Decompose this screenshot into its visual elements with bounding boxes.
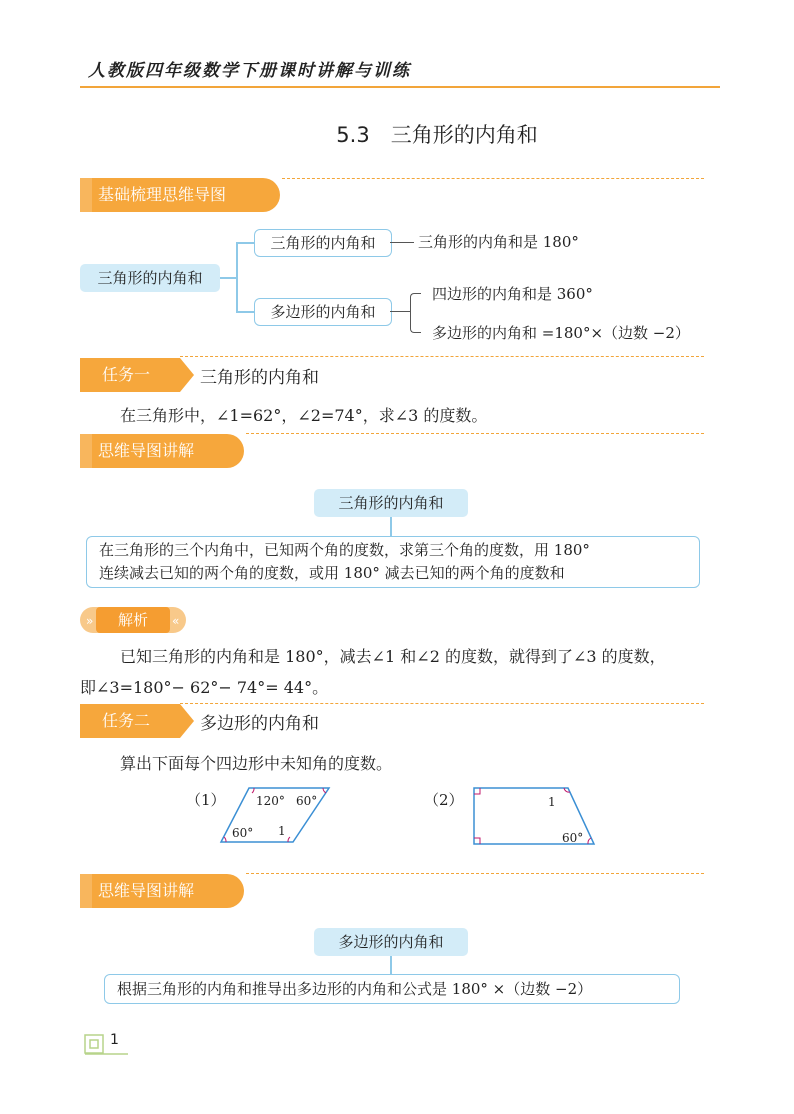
connector	[390, 311, 410, 312]
task-question: 在三角形中，∠1=62°，∠2=74°，求∠3 的度数。	[120, 406, 488, 425]
angle-label: 60°	[296, 794, 318, 808]
page-number: 1	[110, 1032, 119, 1048]
angle-label: 60°	[232, 826, 254, 840]
mindmap-branch-triangle: 三角形的内角和	[254, 229, 392, 257]
page-number-decoration	[84, 1034, 130, 1056]
parallelogram-figure	[216, 782, 336, 848]
angle-label: 120°	[256, 794, 285, 808]
connector	[390, 956, 392, 974]
connector	[390, 517, 392, 537]
analysis-line: 即∠3=180°− 62°− 74°= 44°。	[80, 678, 329, 697]
lesson-title: 5.3 三角形的内角和	[336, 123, 538, 147]
angle-label: 1	[548, 795, 556, 809]
section-tab-explain: 思维导图讲解	[80, 874, 244, 908]
mindmap-root: 三角形的内角和	[80, 264, 220, 292]
task-tab-1: 任务一	[80, 358, 180, 392]
bracket	[410, 293, 421, 333]
section-tab-explain: 思维导图讲解	[80, 434, 244, 468]
task-title: 多边形的内角和	[200, 714, 319, 734]
explanation-line: 在三角形的三个内角中，已知两个角的度数，求第三个角的度数，用 180°	[99, 541, 590, 559]
divider	[246, 433, 704, 434]
connector	[236, 311, 254, 313]
explanation-line: 根据三角形的内角和推导出多边形的内角和公式是 180° ×（边数 −2）	[117, 980, 593, 998]
angle-label: 60°	[562, 831, 584, 845]
explanation-box	[86, 536, 700, 588]
svg-text:»: »	[86, 614, 94, 628]
section-tab-mindmap: 基础梳理思维导图	[80, 178, 280, 212]
divider	[282, 178, 704, 179]
connector	[236, 242, 254, 244]
task-tab-2: 任务二	[80, 704, 180, 738]
figure-label: （2）	[424, 791, 464, 809]
analysis-label: 解析	[117, 611, 148, 629]
header-divider	[80, 86, 720, 88]
divider	[180, 703, 704, 704]
divider	[180, 356, 704, 357]
svg-text:«: «	[172, 614, 180, 628]
divider	[246, 873, 704, 874]
analysis-badge	[80, 606, 186, 634]
explanation-box	[104, 974, 680, 1004]
task-question: 算出下面每个四边形中未知角的度数。	[120, 754, 393, 773]
connector	[236, 242, 238, 312]
mindmap-leaf: 多边形的内角和 =180°×（边数 −2）	[432, 324, 690, 342]
task-title: 三角形的内角和	[200, 368, 319, 388]
mindmap-branch-polygon: 多边形的内角和	[254, 298, 392, 326]
figure-label: （1）	[186, 791, 226, 809]
connector	[220, 277, 236, 279]
analysis-line: 已知三角形的内角和是 180°，减去∠1 和∠2 的度数，就得到了∠3 的度数，	[120, 647, 666, 666]
mindmap-leaf: 四边形的内角和是 360°	[432, 285, 593, 303]
connector	[390, 242, 414, 243]
trapezoid-figure	[470, 782, 600, 850]
explanation-line: 连续减去已知的两个角的度数，或用 180° 减去已知的两个角的度数和	[99, 564, 565, 582]
angle-label: 1	[278, 824, 286, 838]
mindmap-leaf: 三角形的内角和是 180°	[418, 233, 579, 251]
concept-label: 三角形的内角和	[314, 489, 468, 517]
concept-label: 多边形的内角和	[314, 928, 468, 956]
book-title: 人教版四年级数学下册课时讲解与训练	[88, 61, 411, 81]
